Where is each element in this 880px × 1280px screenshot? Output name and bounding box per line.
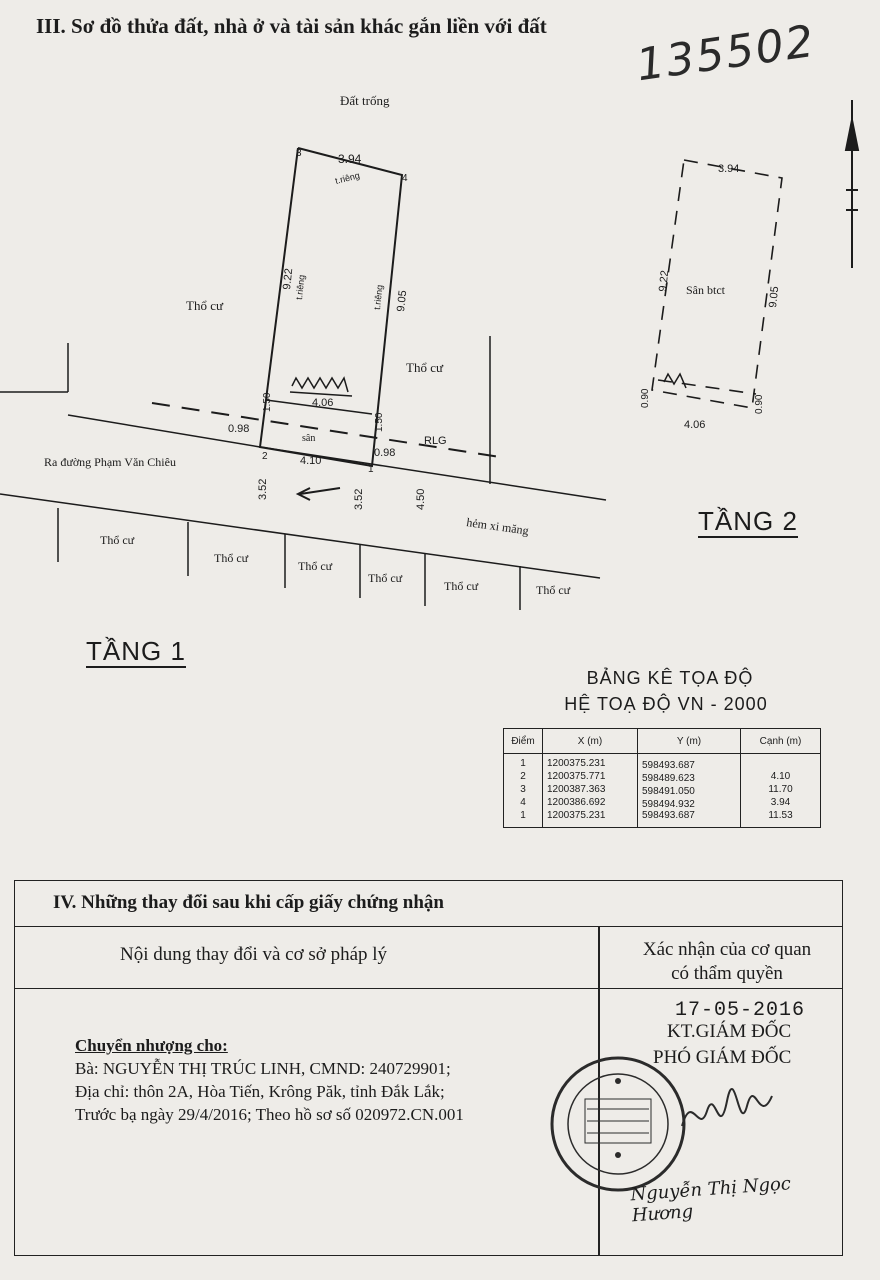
plan1-top-label: Đất trống (340, 93, 390, 108)
plan1-front-width: 4.10 (300, 455, 322, 467)
coords-col-x: X (m) (543, 729, 638, 754)
point-1-label: 1 (368, 464, 374, 475)
bottom-lot-1: Thổ cư (100, 533, 135, 547)
plan1-setback-right: 1.50 (374, 412, 385, 432)
official-stamp-icon (543, 1049, 693, 1199)
coords-col-point: Điểm (504, 729, 543, 754)
coords-y: 598489.623 (638, 771, 741, 784)
point-2-label: 2 (262, 451, 268, 462)
table-row (504, 784, 821, 797)
bottom-lot-5: Thổ cư (444, 579, 479, 593)
handwritten-number: 135502 (633, 15, 819, 92)
coords-edge: 11.53 (741, 810, 821, 828)
bottom-lots-dividers (58, 508, 520, 610)
coords-edge: 11.70 (741, 784, 821, 797)
signature-name: Nguyễn Thị Ngọc Hương (629, 1173, 792, 1227)
plan1-outline (0, 148, 606, 578)
changes-title: IV. Những thay đổi sau khi cấp giấy chứng nhận (53, 892, 444, 913)
coords-y: 598493.687 (638, 810, 741, 828)
plan2-left-small: 0.90 (640, 388, 651, 408)
coords-y: 598494.932 (638, 797, 741, 810)
coords-point: 2 (504, 771, 543, 784)
plan1-left-label: Thổ cư (186, 298, 224, 313)
changes-section (14, 880, 843, 1256)
coords-title: BẢNG KÊ TỌA ĐỘ (586, 668, 754, 688)
position-title-1: KT.GIÁM ĐỐC (667, 1021, 792, 1042)
plan1-right-edge-note: t.riêng (372, 284, 385, 311)
coords-col-edge: Cạnh (m) (741, 729, 821, 754)
transfer-line-3: Trước bạ ngày 29/4/2016; Theo hồ sơ số 020972.CN.001 (75, 1105, 464, 1124)
plan1-yard-label: sân (302, 433, 316, 444)
direction-arrow-icon (298, 488, 340, 500)
plan1-right-label: Thổ cư (406, 360, 444, 375)
coords-x: 1200375.231 (543, 754, 638, 772)
plan2-right-edge: 9.05 (767, 285, 782, 309)
bottom-lot-4: Thổ cư (368, 571, 403, 585)
bottom-lot-3: Thổ cư (298, 559, 333, 573)
plan2-bottom-edge: 4.06 (684, 419, 706, 431)
plan1-top-edge: 3.94 (338, 152, 362, 166)
floor-1-label: TẦNG 1 (86, 636, 186, 666)
coords-edge: 3.94 (741, 797, 821, 810)
approval-date: 17-05-2016 (675, 999, 806, 1022)
plan1-alley-label: hẻm xi măng (465, 515, 530, 538)
coords-y: 598493.687 (638, 754, 741, 772)
table-row (504, 797, 821, 810)
transfer-details (75, 1034, 464, 1126)
transfer-line-1: Bà: NGUYỄN THỊ TRÚC LINH, CMND: 240729901; (75, 1059, 451, 1078)
plan1-setback-left: 1.50 (262, 392, 273, 412)
table-row (504, 771, 821, 784)
plan1-inner-width: 4.06 (312, 397, 334, 409)
changes-col2-header (621, 938, 833, 986)
coords-edge: 4.10 (741, 771, 821, 784)
plan2-top-edge: 3.94 (718, 163, 740, 175)
coords-x: 1200375.771 (543, 771, 638, 784)
plan1-right-edge: 9.05 (395, 289, 410, 313)
position-title-2: PHÓ GIÁM ĐỐC (653, 1047, 792, 1068)
plan1-alley-width-c: 4.50 (415, 488, 427, 510)
coordinates-table (503, 728, 821, 828)
plan1-alley-width-b: 3.52 (353, 488, 365, 510)
plan1-rlg-label: RLG (424, 435, 447, 447)
coords-point: 1 (504, 810, 543, 828)
plan1-offset-left: 0.98 (228, 423, 250, 435)
coords-y: 598491.050 (638, 784, 741, 797)
plan2-area-label: Sân btct (686, 283, 725, 297)
changes-col2-header-line2: có thẩm quyền (671, 963, 783, 984)
table-row (504, 754, 821, 772)
changes-header (15, 881, 842, 927)
bottom-lot-6: Thổ cư (536, 583, 571, 597)
coords-x: 1200386.692 (543, 797, 638, 810)
transfer-lead: Chuyển nhượng cho: (75, 1036, 228, 1055)
coords-edge (741, 754, 821, 772)
stair-symbol (290, 378, 352, 396)
plan1-left-edge-note: t.riêng (294, 274, 307, 301)
changes-col2-header-line1: Xác nhận của cơ quan (642, 939, 812, 960)
plan1-left-edge: 9.22 (281, 267, 296, 291)
coords-x: 1200387.363 (543, 784, 638, 797)
point-4-label: 4 (402, 173, 408, 184)
floor-2-label: TẦNG 2 (698, 506, 798, 536)
coords-header-row (504, 729, 821, 754)
north-arrow-icon (846, 100, 858, 268)
coords-x: 1200375.231 (543, 810, 638, 828)
point-3-label: 3 (296, 148, 302, 159)
section-title: III. Sơ đồ thửa đất, nhà ở và tài sản khác gắn liền với đất (36, 14, 547, 38)
coords-point: 1 (504, 754, 543, 772)
signature-scribble-icon (677, 1081, 777, 1151)
plan2-right-small: 0.90 (754, 394, 765, 414)
plan2-left-edge: 9.22 (657, 269, 672, 293)
coords-col-y: Y (m) (638, 729, 741, 754)
coords-subtitle: HỆ TOẠ ĐỘ VN - 2000 (564, 694, 768, 714)
plan1-offset-right: 0.98 (374, 447, 396, 459)
coords-point: 4 (504, 797, 543, 810)
bottom-lot-2: Thổ cư (214, 551, 249, 565)
transfer-line-2: Địa chỉ: thôn 2A, Hòa Tiến, Krông Păk, tỉnh Đắk Lắk; (75, 1082, 445, 1101)
table-row (504, 810, 821, 828)
plan1-street-label: Ra đường Phạm Văn Chiêu (44, 455, 176, 469)
coords-point: 3 (504, 784, 543, 797)
changes-col1-header: Nội dung thay đổi và cơ sở pháp lý (120, 944, 388, 965)
plan1-top-edge-note: t.riêng (334, 170, 361, 186)
plan1-alley-width-a: 3.52 (257, 478, 269, 500)
